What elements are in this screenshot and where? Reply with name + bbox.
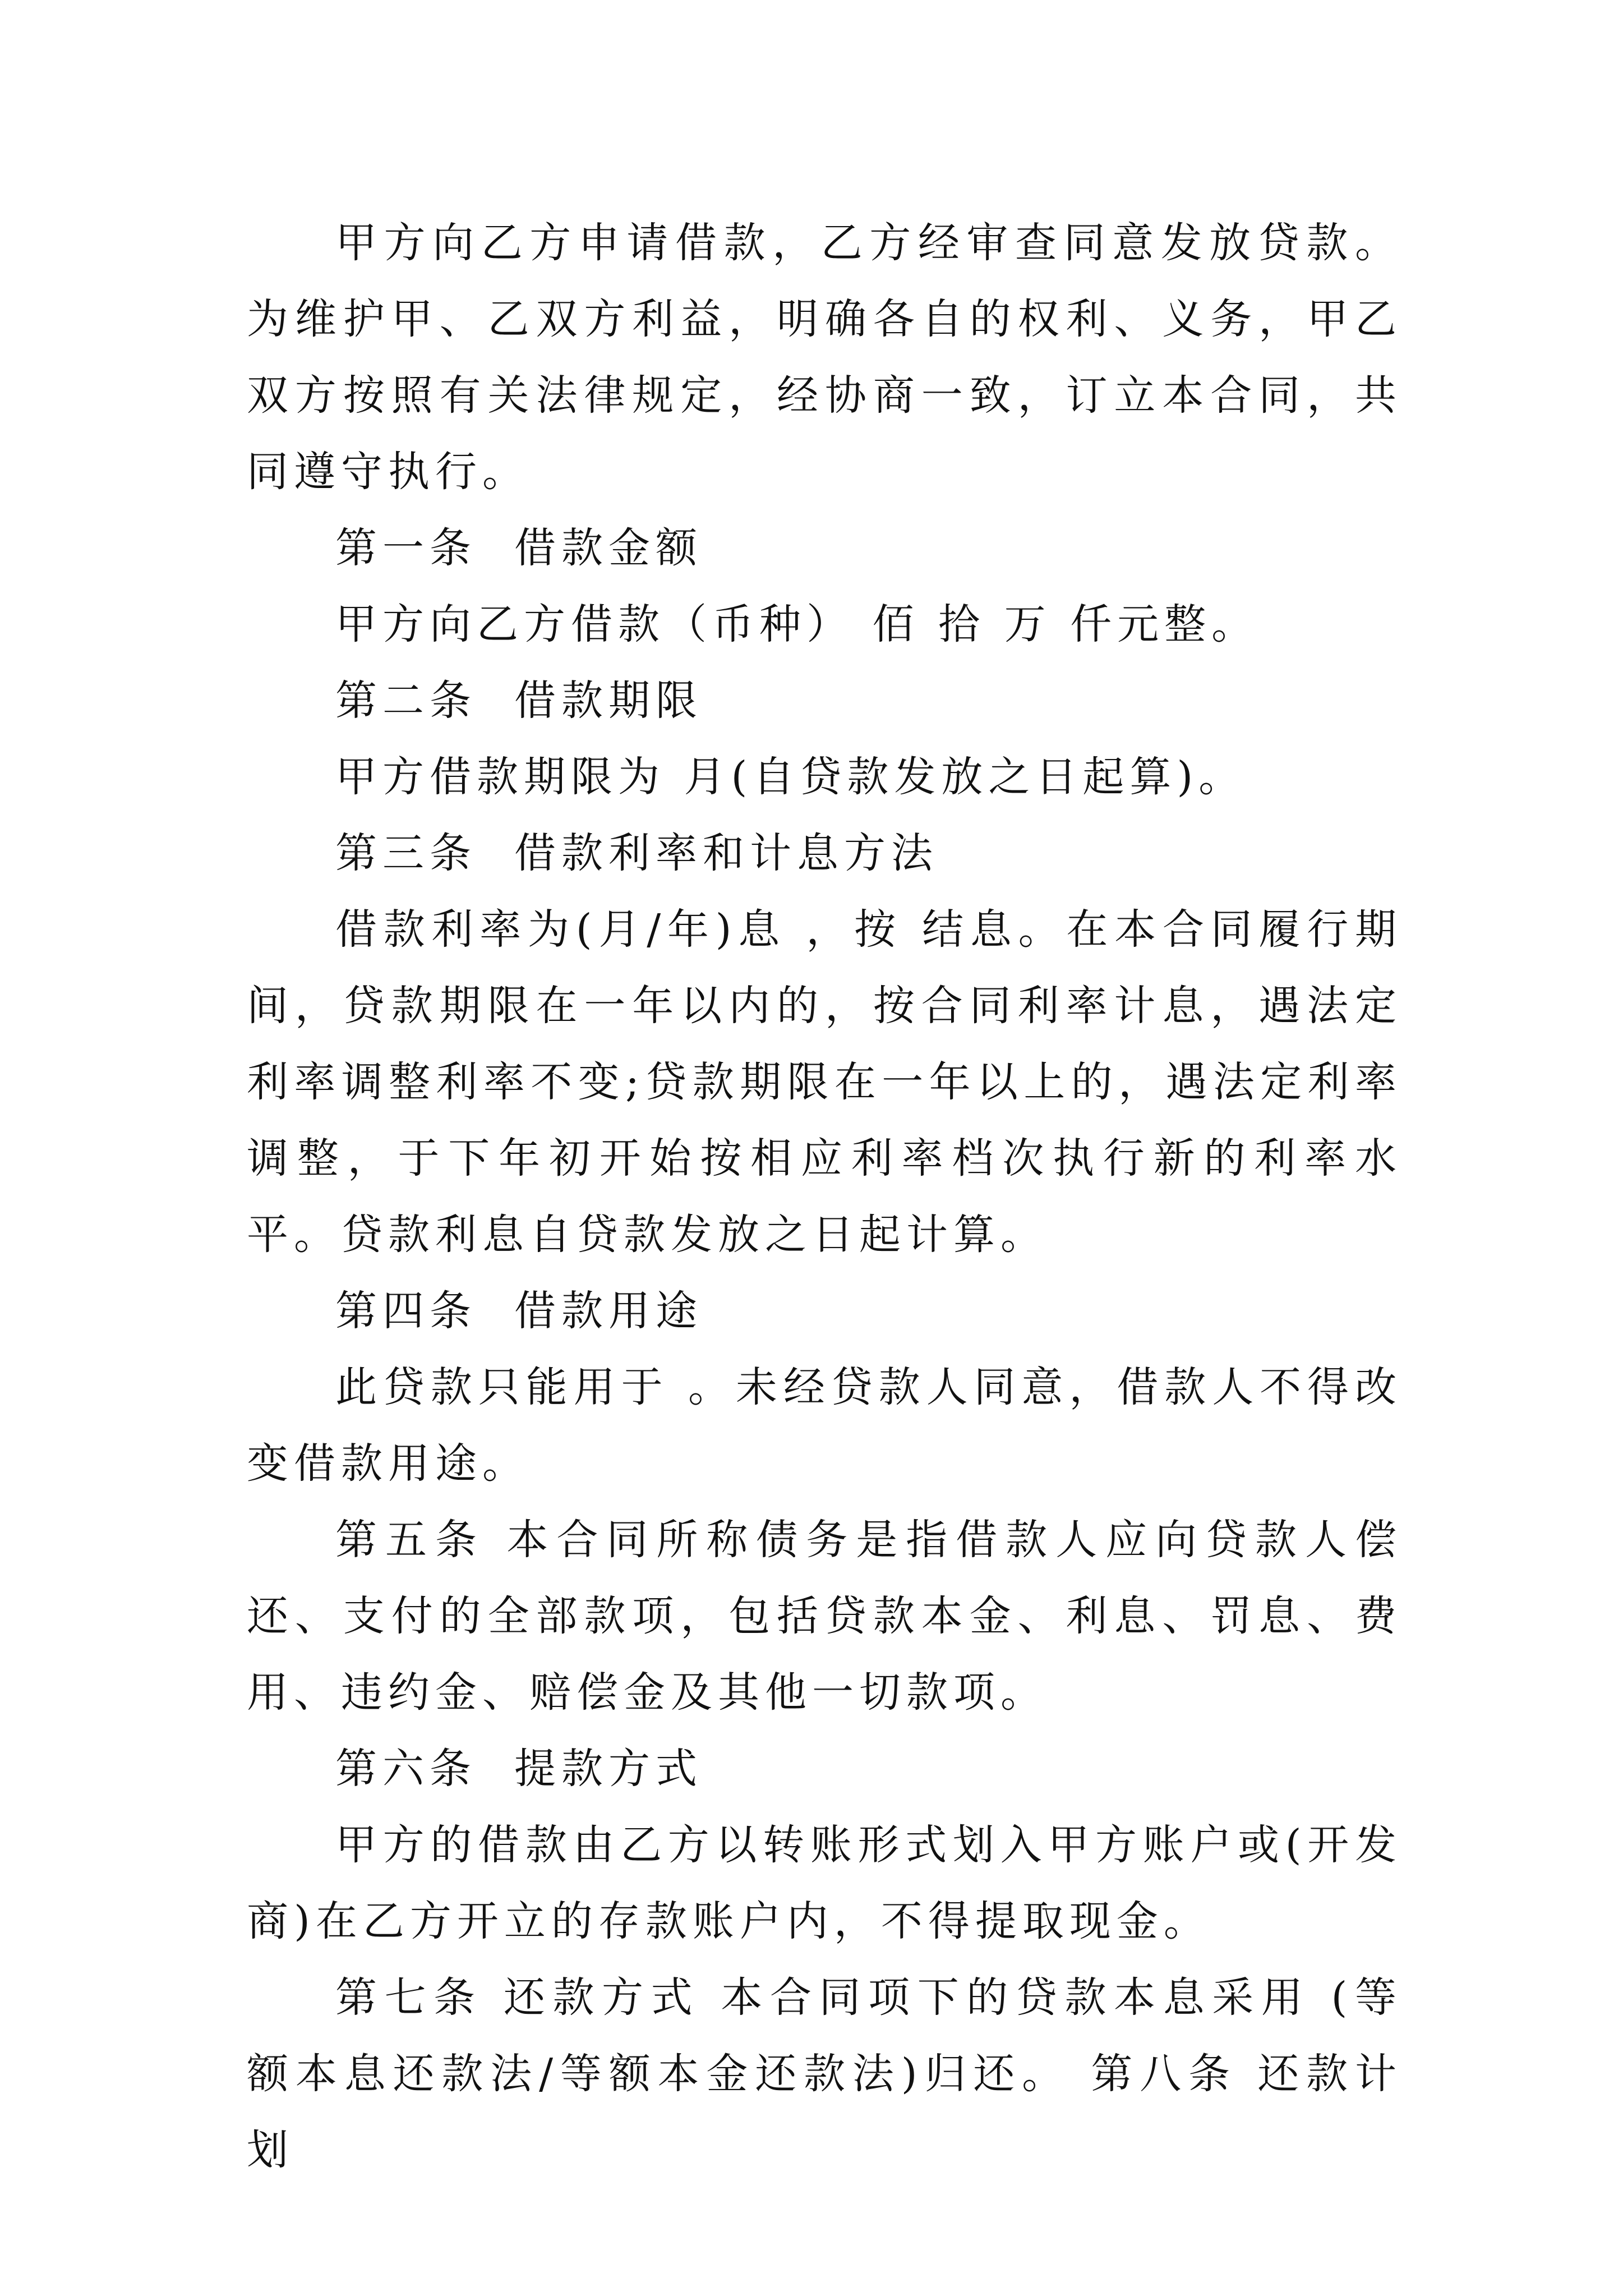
article-4-heading: 第四条 借款用途 xyxy=(335,1287,703,1335)
article-1-text: 甲方向乙方借款（币种） 佰 拾 万 仟元整。 xyxy=(335,600,1259,648)
article-4-text: 此贷款只能用于 。未经贷款人同意，借款人不得改变借款用途。 xyxy=(247,1363,1402,1488)
article-7-text: 第七条 还款方式 本合同项下的贷款本息采用 (等额本息还款法/等额本金还款法)归还。 第八条 还款计划 xyxy=(247,1973,1402,2174)
article-5-text: 第五条 本合同所称债务是指借款人应向贷款人偿还、支付的全部款项，包括贷款本金、利息、罚息、费用、违约金、赔偿金及其他一切款项。 xyxy=(247,1516,1402,1717)
article-6-heading: 第六条 提款方式 xyxy=(335,1745,703,1793)
article-6-text: 甲方的借款由乙方以转账形式划入甲方账户或(开发商)在乙方开立的存款账户内，不得提取现金。 xyxy=(247,1821,1402,1945)
article-3-text: 借款利率为(月/年)息 ，按 结息。在本合同履行期间，贷款期限在一年以内的，按合同利率计息，遇法定利率调整利率不变;贷款期限在一年以上的，遇法定利率调整，于下年初开始按相应利率档次执行新的利率水平。贷款利息自贷款发放之日起计算。 xyxy=(247,905,1402,1259)
article-2-heading: 第二条 借款期限 xyxy=(335,677,703,725)
article-2-text: 甲方借款期限为 月(自贷款发放之日起算)。 xyxy=(335,753,1246,801)
article-3-heading: 第三条 借款利率和计息方法 xyxy=(335,829,939,877)
article-1-heading: 第一条 借款金额 xyxy=(335,524,703,572)
contract-body xyxy=(247,205,1402,2188)
intro-paragraph: 甲方向乙方申请借款，乙方经审查同意发放贷款。为维护甲、乙双方利益，明确各自的权利、义务，甲乙双方按照有关法律规定，经协商一致，订立本合同，共同遵守执行。 xyxy=(247,219,1402,496)
